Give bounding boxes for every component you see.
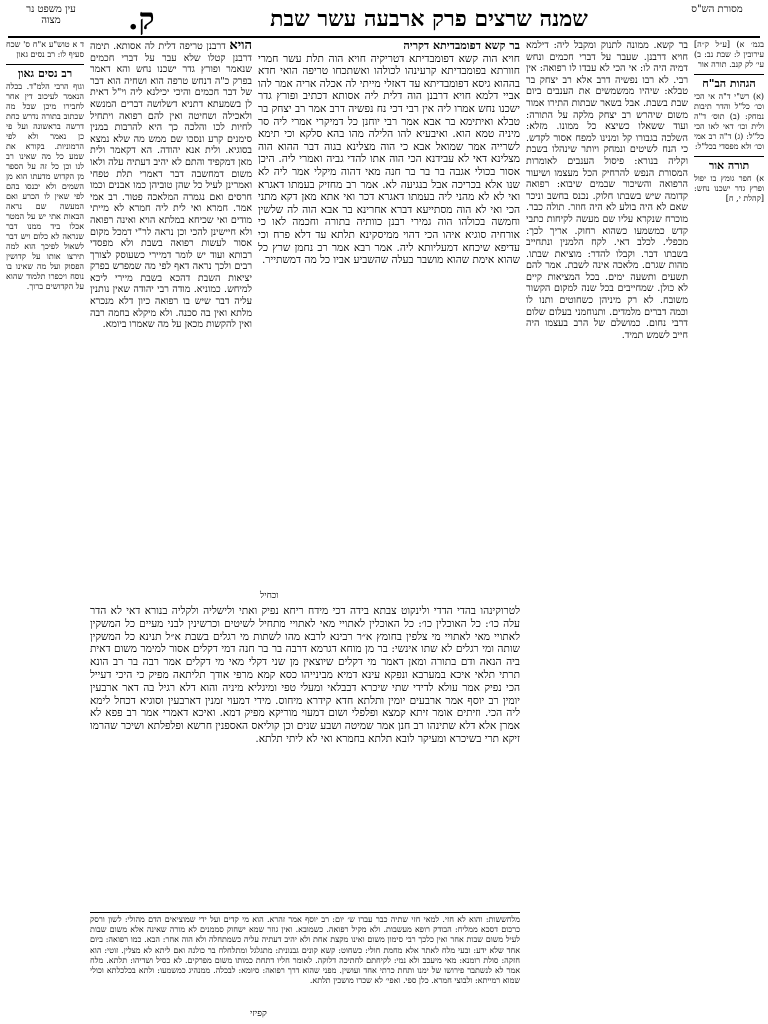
masoret-hashas-label: מסורת הש"ס	[691, 4, 743, 15]
divider	[694, 156, 764, 157]
left-margin-column	[6, 40, 84, 1012]
hagahot-text: (א) רש"י ד"ה אי הכי וכו׳ כל"ל והדר תיבות נמחק: (ב) תוס׳ ד"ה ולית וכו׳ דאי לאו הכי כל"ל: (ג) ד"ה רב אמי וכו׳ ולא מפסדי בכל"ל:	[694, 92, 764, 151]
catchword-top: וכחיל	[260, 591, 279, 601]
ein-mishpat-note: ד א טוש"ע א"ח ס' שכח סעיף לו: רב נסים גאון	[6, 40, 84, 59]
rashi-column	[526, 40, 688, 1012]
masoret-text: בגמ׳ א) [ע״ל ק״ה] עירובין ל: שבת נב: ב) עי׳ לק קנב. תורה אור	[694, 40, 764, 69]
rabbeinu-nissim-text: וגוף הרבי הלמ"ד. בכלה הנאמר לעיכוב דין אחר לחבירו מיכן שכל מה שכתוב בתורה נדרש כחת דרשה בראשונה ועל פי כן נאמר ולא לפי הרמוניות. בקורא את שמע כל מה שאינו רב לנו וכן כל זה על הספר מן הקדוש מדעתו הוא מן השמים ולא יכנסו בהם לפי שאין לו הכרע ואם המעשה שם נראה הבאות אתי יש על המטר אכלו ביד ממנו דבר שנראה לא כלום ויש דבר לשאול לפיכך הוא למה תירצו אותו על קדושין הפסוק ועל מה שאינו בו נוסח ויכפרו תלמוד שהוא על הקדושים ברוך.	[6, 82, 84, 291]
gemara-text: חויא הוה קשא דפומבדיתא דטריקיה חויא הוה תלת עשר חמרי חוורתא בפומבדיתא קרעינהו לכולהו ואשתכחו טריפה הואי חדא בההוא גיסא דפומבדיתא עד דאזלי מייתי לה אכלה אריה אמר להו אביי דלמא חויא דרבנן הוה דלית ליה אסותא דכתיב ופורץ גדר ישכנו נחש אמרו ליה אין רבי דכי נח נפשיה דרב אמר רב יצחק בר טבלא ואיתימא בר אבא אמר רבי יוחנן כל דמיקרי אמרי ליה סר מיניה טמא הוא. ואיבעיא להו הלילה מהו בהא סלקא וכי תימא לשרייה אמר שמואל אבא כי הוה מצלינא בגוה דבר ההוא הוה מצלינא דאי לא עבידנא הכי הוה אתו להדי גביה ואמרי ליה. היכן אסור בכולי אגבה בר בר בר חנה מאי דהוה מיקלי אמר ליה לא שנו אלא בכריכה אבל בנגיעה לא. אמר רב מחזיק בעמתו דאגרא ואי לא לא מהני ליה בעמתו דאגרא דכר ואי אתא מאן דקא מתני הכי ואי לא הוה מסתייעא דברא אחרינא בר אבא הוה לה שלשין וחמשה בכולהו הוה גמירי רבנן כוותיה בתורה וחכמה לאו כי אורחיה סוגיא איהו הכי דהוי ממיסקינא תלתא עד דלא פרח וכי עדיפא שיכחא דמעליותא ליה. אמר רבא אמר רב נחמן שרץ כל שהוא אימת שהוא מושבר בעלה שהשביע אביו כל מה דמשתייר.	[258, 52, 520, 267]
gemara-intro: בר קשא דפומבדיתא דקריה	[403, 40, 520, 52]
ein-mishpat-label: עין משפט נר מצוה	[26, 4, 76, 26]
tosafot-text: דרבנן טריפה דלית לה אסותא. תימה דרבנן קטלו שלא עבר על דברי חכמים שנאמר ופורץ גדר ישכנו נחש והא דאמר בפרק כ"ה דנחש טרפה הוא ושחיה הוא דבר של דבר חכמים והיכי יכילנא ליה וי"ל דאית לן בשמעתא דתניא דשלושה דברים המנשא ולאכילה ושחיטה ואין להם רפואה ויתחיל לחיות לכו והלכה כך היא להרבות במנין סימנים קרע ונסכו שם ממש מה שלא נמצא בסוגיא. ולית אנא יהודה. הא דקאמר ולית מאן דמקפיד והתם לא יהיב דעתיה עלה ולאו משום דמחשבה דבר דאמרי תלת טפחי ואמרינן לעיל כל שהן טוביהן כמו אבנים וכמו חרסים ואם נגמרה המלאכה פטור. רב אמי אמר. חמרא ואי לית ליה חמרא לא מייתי מודים ואי שכיחא במלתא הויא ואינה רפואה ולא חיישינן להכי וכן נראה לר"י דמכל מקום אסור לעשות רפואה בשבת ולא מפסדי רבותא ועוד יש לומר דמיירי כשעוסק לצורך רבים ולכך נראה דאף לפי מה שמפרש בפרק יציאות השבת דהכא בשבת מיירי ליכא למיחש. כמוניא. מודה רבי יהודה שאין נותנין עליה דבר שיש בו רפואה כיון דלא מנכרא מלתא ואין בה סכנה. ולא מיקלא בחמה רבה ואין להקשות מכאן על מה שאמרו ביומא.	[90, 41, 252, 331]
footer-commentary: מלחששות: והוא לא חזי. למאי חזי שתיה כבר עברו ש׳ יום: רב יוסף אמר זהרא. הוא מי קדים ועל ידי שמוציאים הדם מהולי: לשון ורסק כרכום דסכא ממליח: הבודק רופא מעשבות. ולא מקיל רפואה. כשמובא. ואין גוזר שמא ישחוק סממנים לא מורה שאינה אלא משום שבות לעיל משום שבות אחר ואין כלכך רבי סימון משום ואינו מקצת אחת ולא יהיב דעתיה עליה כשמתחלה ולא הוה אחר: הבא. כמו רפואה: ביום אחד שלא ידע: ובעי מלח לאתר אלא מחמת חולי: כשחוט: קשא קונים גבנונית: מתגלגל ומתלחלח בר כולנה ואם ליתא לא מצלין. זוטי: הוא חזקה: סולת רומנא: מאי מיעכב ולא נמי: לקיחתם לחתיכה דלוקה. לאומר חליו דתחת כמותו משום מפרקים. לא כסיל ושדיהו: תלתא. מלח אמר לא לנשתבר פירושו של ימנו ותחת כרתי אחד ועושין. מפני שהוא דרך רפואה: סיומא: לבכלה. ממנהיג כמשמעו: ולתא בכלכלתא וכולי שמוא רמייתא: ולבוצי חמרא. כלן ספי. ואפי׳ לא שכרו מושכין תלתא.	[90, 912, 520, 1023]
rabbeinu-nissim-title: רב נסים גאון	[17, 67, 73, 80]
tosafot-heading: הויא	[229, 40, 252, 53]
gemara-column	[258, 40, 520, 600]
catchword: קפיזי	[250, 1009, 267, 1019]
torah-ohr-text: א) חפר גומץ בו יפול ופרץ גדר ישכנו נחש: [קהלת י, ח]	[694, 174, 764, 203]
torah-ohr-title: תורה אור	[708, 159, 750, 172]
tosafot-column	[90, 40, 252, 600]
right-margin-column	[694, 40, 764, 1012]
daf-number: ק.	[128, 2, 155, 37]
divider	[6, 64, 84, 65]
divider	[694, 74, 764, 75]
rashi-text: בר קשא. ממונה לתנוק ומקבל ליה: דילמא חויא דרבנן. שעבר על דברי חכמים ונחש דמיה היה לו: אי הכי לא עבדו לו רפואה: אין רבי. לא רבו נפשיה דרב אלא רב יצחק בר טבלא: שיהיו ממשמשים את הענבים ביום שבת בשבת. אבל בשאר שבתות התירו אמור משום שיהרש רב יצחק מלקה על התורה: ועוד ששאלו כשיצא כל ממונו. מזלא: השלכה בגבורו קל ומנינו למפח אסור לקדש. כי הנח לשיטים ונמחק ויותר שינהלו בשבת וקליה בנורא: פיסול הענבים לאומרות המסורת הנפש להרחיק הכל מעצמו ושיעור הרפואה והשיכור שבמים שיבוא: רפואה קדומה שיש בשבתו חלוק. נכנס בחשב וניכר שאם לא היה בולע לא היה חוזר. תולה כבר. מוכרח שנקרא עליו שם מעשה לקיחות כתבי קדש כמשמעו כשהוא רחוק. אריך לכך: מכפלי. לכלב דאי. לקח הלמנין ונתחייב בשבתו דבר. וקבלו להדר: מוציאת שבתו. מהות שגרם. מלאכה אינה לשבת. אמר להם תשעים ותשעה ימים. בכל המציאות קיים לא כולן. שמחייבים בכל שנה למקום הקשור משובח. לא רק מיניהן כשחוטים ותנו לו וכמה דברים מלמדים. ותנוחמני בעלום שלום דרבי נחום. כמושלם של הרב בעצמו היה חייב לשמש תמיד.	[526, 40, 688, 341]
page-title: שמנה שרצים פרק ארבעה עשר שבת	[270, 6, 588, 32]
page-header	[8, 4, 760, 38]
hagahot-title: הגהות הב"ח	[702, 77, 756, 90]
gemara-wide-section: לטרוקינהו בהדי הדדי ולינקוט צבתא בידה דכי מידח ריחא נפיק ואתי ולישליה ולקליה בנורא דאי לא הדר עלה כו׳: כל האוכלין כו׳: כל האוכלין לאתויי מאי לאתויי מתחיל לשיטים וכרשינין לבני מעיים כל המשקין לאתויי מאי לאתויי מי צלפין בחומץ א״ר רבינא לרבא מהו לשתות מי רגלים בשבת א״ל תנינא כל המשקין שותה ומי רגלים לא שתו אינשי: בר מן מוחא דגרמא דרבה בר בר חנה דמי דקלים אסור למימר משום דאית ביה הנאה ודם בתורה ומאן דאמר מי דקלים שיוצאין מן שני דקלי מאי מי דקלים אמר רבה בר רב הונא תרתי תלאי איכא במערבא ונפקא עינא דמיא מבינייהו כסא קמא מרפי אודך תליתאה מפיק כי היכי דעייל הכי נפיק אמר עולא לדידי שתי שיכרא דבבלאי ומעלי טפי ומיגליא מיניה והוא דלא רגיל בה דאר ארבעין יומין רב יוסף אמר ארבעים יומין ותלתא חדא קידרא מיחוס. מידי דמעוי זמנין דארבעין וסוגיא דכחל לימא ליה הכי. וזיתים אומר זיתא קמצא ופלפלי ושום דמעוי מוריקא מפיק דמא. ואיכא דאמרי אמר רב פפא לא אמרן אלא דלא שתינהו רב חנן אמר שמיטה ושבע שנים וכן קוליאס האספנין חרשא ופלפלתא ושיכר שהרמו זיקא תרי בשיכרא ומעיקר לובא תלתא בחמרא ואי לא ליתי תלתא.	[90, 605, 520, 745]
